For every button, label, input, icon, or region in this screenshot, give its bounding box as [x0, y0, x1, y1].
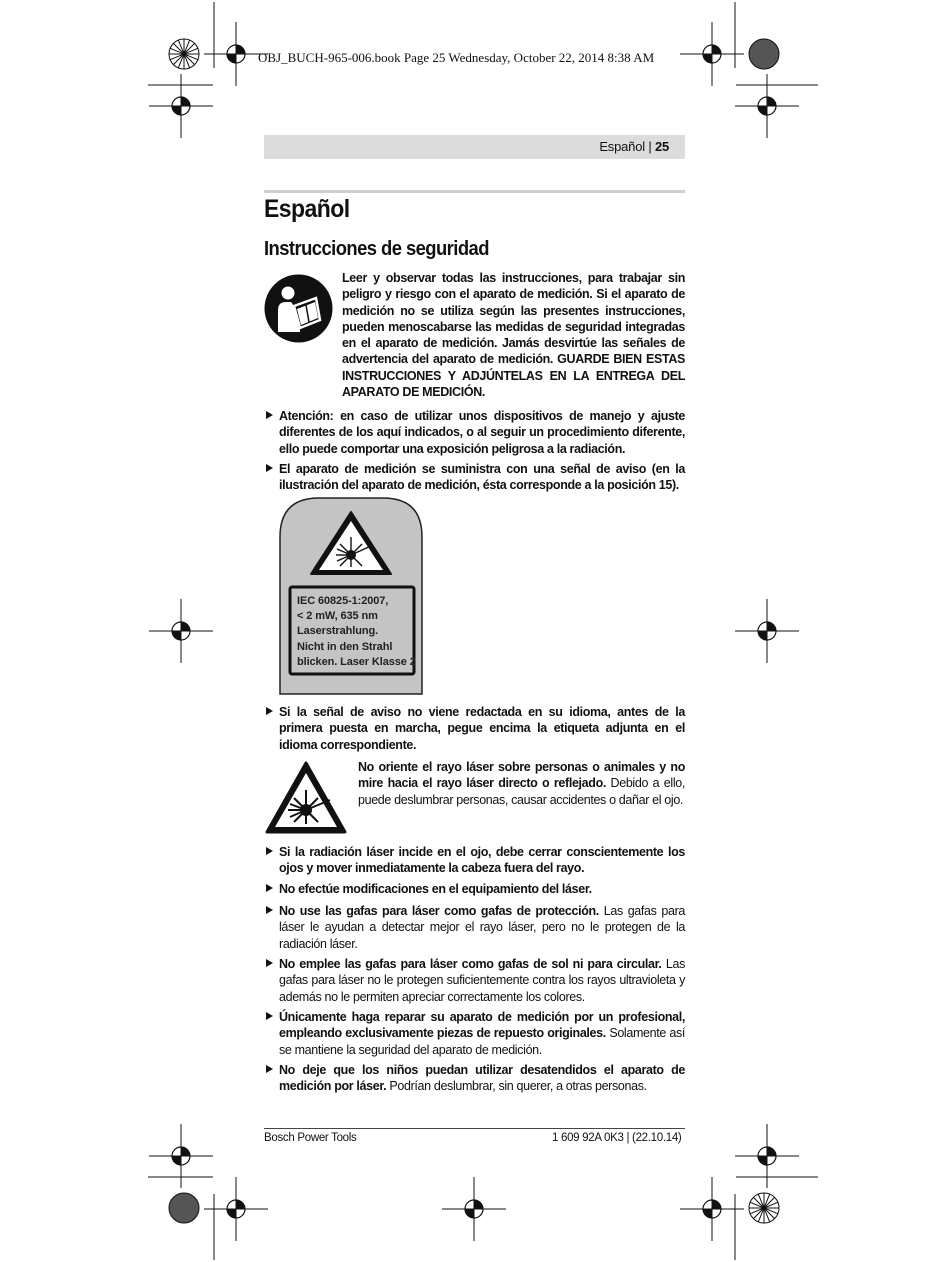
bullet-item: No deje que los niños puedan utilizar desatendidos el aparato de medición por láser. Podrían deslumbrar, sin querer, a otras personas. — [266, 1062, 685, 1095]
bullet-item: El aparato de medición se suministra con una señal de aviso (en la ilustración del aparato de medición, ésta corresponde a la posición 15). — [266, 461, 685, 494]
bullet-arrow-icon — [266, 1065, 273, 1073]
header-separator: | — [644, 139, 655, 154]
footer-publisher: Bosch Power Tools — [264, 1132, 357, 1144]
footer-rule — [264, 1128, 685, 1129]
bullet-arrow-icon — [266, 884, 273, 892]
bullet-item: Únicamente haga reparar su aparato de medición por un profesional, empleando exclusivamente piezas de repuesto originales. Solamente así se mantiene la seguridad del aparato de medición. — [266, 1009, 685, 1058]
header-text — [599, 139, 669, 154]
intro-text: Leer y observar todas las instrucciones, para trabajar sin peligro y riesgo con el aparato de medición. Si el aparato de medición no se utiliza según las presentes instrucciones, pueden menoscabarse las medidas de seguridad integradas en el aparato de medición. Jamás desvirtúe las señales de advertencia del aparato de medición. GUARDE BIEN ESTAS INSTRUCCIONES Y ADJÚNTELAS EN LA ENTREGA DEL APARATO DE MEDICIÓN. — [342, 271, 685, 400]
bullet-item: No emplee las gafas para láser como gafas de sol ni para circular. Las gafas para láser no le protegen suficientemente contra los rayos ultravioleta y además no le permiten apreciar correctamente los colores. — [266, 956, 685, 1005]
header-language: Español — [599, 139, 645, 154]
bullet-item: No use las gafas para láser como gafas de protección. Las gafas para láser le ayudan a detectar mejor el rayo láser, pero no le protegen de la radiación láser. — [266, 903, 685, 952]
page-title: Español — [264, 195, 350, 223]
bullet-arrow-icon — [266, 847, 273, 855]
read-manual-icon — [264, 274, 333, 343]
bullet-arrow-icon — [266, 1012, 273, 1020]
footer-doc-number: 1 609 92A 0K3 | (22.10.14) — [552, 1132, 682, 1144]
bullet-arrow-icon — [266, 411, 273, 419]
bullet-item: No efectúe modificaciones en el equipamiento del láser. — [266, 881, 685, 897]
bullet-item: Atención: en caso de utilizar unos dispositivos de manejo y ajuste diferentes de los aquí indicados, o al seguir un procedimiento diferente, ello puede comportar una exposición peligrosa a la radiación. — [266, 408, 685, 457]
bullet-arrow-icon — [266, 707, 273, 715]
prepress-slug: OBJ_BUCH-965-006.book Page 25 Wednesday, October 22, 2014 8:38 AM — [258, 50, 655, 65]
warning-label-text: IEC 60825-1:2007, < 2 mW, 635 nm Laserstrahlung. Nicht in den Strahl blicken. Laser Klasse 2 — [297, 595, 416, 668]
title-rule — [264, 190, 685, 193]
laser-hazard-icon — [264, 760, 348, 836]
bullet-item: Si la señal de aviso no viene redactada en su idioma, antes de la primera puesta en marcha, pegue encima la etiqueta adjunta en el idioma correspondiente. — [266, 704, 685, 753]
bullet-arrow-icon — [266, 959, 273, 967]
page-number: 25 — [654, 139, 669, 154]
bullet-arrow-icon — [266, 906, 273, 914]
running-header — [264, 135, 685, 159]
section-title: Instrucciones de seguridad — [264, 238, 489, 260]
laser-warning-text: No oriente el rayo láser sobre personas o animales y no mire hacia el rayo láser directo o reflejado. Debido a ello, puede deslumbrar personas, causar accidentes o dañar el ojo. — [358, 760, 685, 807]
bullet-item: Si la radiación láser incide en el ojo, debe cerrar conscientemente los ojos y mover inmediatamente la cabeza fuera del rayo. — [266, 844, 685, 877]
bullet-arrow-icon — [266, 464, 273, 472]
